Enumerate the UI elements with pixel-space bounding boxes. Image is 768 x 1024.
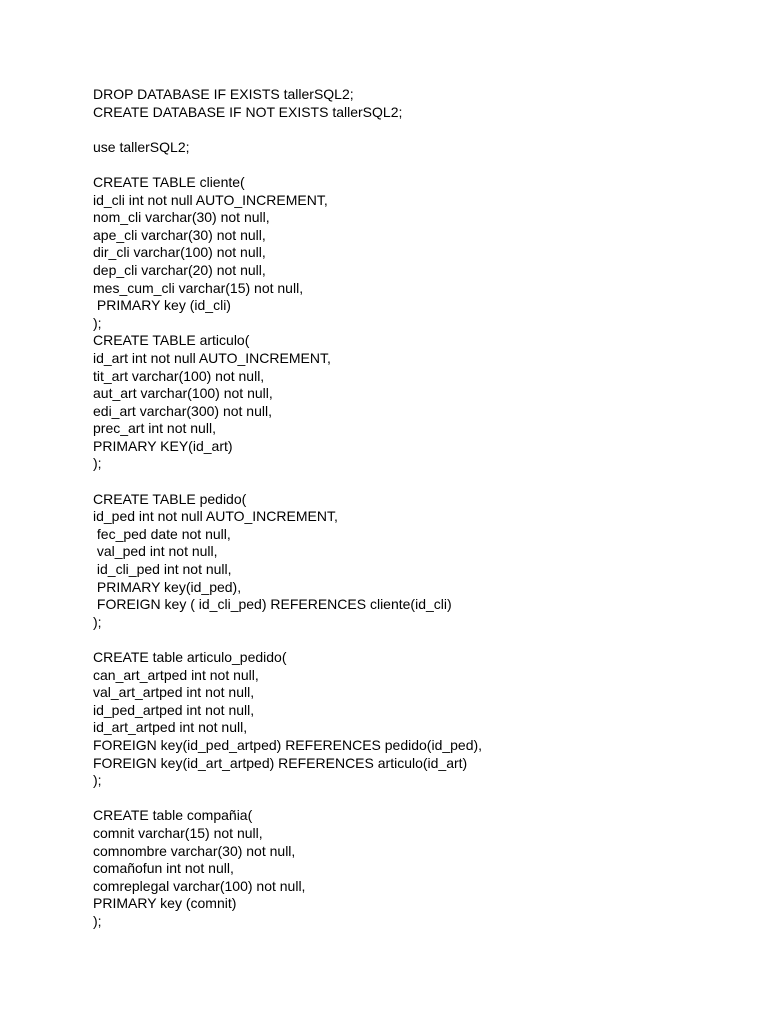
code-line: CREATE table articulo_pedido( — [93, 649, 287, 665]
code-line: nom_cli varchar(30) not null, — [93, 209, 270, 226]
code-line: id_cli_ped int not null, — [93, 561, 232, 578]
code-line: ); — [93, 314, 102, 331]
code-line: dep_cli varchar(20) not null, — [93, 261, 266, 278]
code-line: comreplegal varchar(100) not null, — [93, 877, 306, 894]
code-line: id_art_artped int not null, — [93, 719, 248, 736]
blank-line — [93, 631, 482, 649]
code-line: PRIMARY key (comnit) — [93, 895, 237, 912]
blank-line — [93, 121, 482, 139]
code-line: CREATE table compañia( — [93, 807, 253, 824]
code-line: PRIMARY KEY(id_art) — [93, 437, 233, 454]
code-line: prec_art int not null, — [93, 420, 216, 437]
code-line: dir_cli varchar(100) not null, — [93, 244, 266, 261]
code-line: use tallerSQL2; — [93, 138, 190, 155]
code-line: comnit varchar(15) not null, — [93, 824, 263, 841]
code-line: can_art_artped int not null, — [93, 666, 259, 683]
code-line: comañofun int not null, — [93, 860, 234, 877]
code-line: fec_ped date not null, — [93, 525, 231, 542]
blank-line — [93, 473, 482, 491]
code-line: CREATE DATABASE IF NOT EXISTS tallerSQL2; — [93, 103, 403, 120]
blank-line — [93, 790, 482, 808]
code-line: val_art_artped int not null, — [93, 684, 255, 701]
code-line: id_ped int not null AUTO_INCREMENT, — [93, 508, 338, 525]
code-line: FOREIGN key(id_ped_artped) REFERENCES pedido(id_ped), — [93, 736, 483, 753]
code-line: id_art int not null AUTO_INCREMENT, — [93, 349, 331, 366]
code-line: id_ped_artped int not null, — [93, 701, 255, 718]
code-line: PRIMARY key (id_cli) — [93, 297, 231, 314]
code-line: ); — [93, 613, 102, 630]
code-line: mes_cum_cli varchar(15) not null, — [93, 279, 304, 296]
code-line: ); — [93, 772, 102, 789]
code-line: DROP DATABASE IF EXISTS tallerSQL2; — [93, 86, 354, 102]
code-line: FOREIGN key(id_art_artped) REFERENCES articulo(id_art) — [93, 754, 468, 771]
code-line: id_cli int not null AUTO_INCREMENT, — [93, 191, 328, 208]
code-line: PRIMARY key(id_ped), — [93, 578, 242, 595]
code-line: comnombre varchar(30) not null, — [93, 842, 296, 859]
code-line: ape_cli varchar(30) not null, — [93, 226, 266, 243]
code-line: val_ped int not null, — [93, 543, 218, 560]
blank-line — [93, 156, 482, 174]
code-line: CREATE TABLE cliente( — [93, 173, 245, 190]
code-line: ); — [93, 912, 102, 929]
code-line: CREATE TABLE articulo( — [93, 332, 250, 349]
code-line: ); — [93, 455, 102, 472]
code-line: aut_art varchar(100) not null, — [93, 385, 273, 402]
sql-code-block — [93, 86, 482, 931]
code-line: edi_art varchar(300) not null, — [93, 402, 272, 419]
code-line: tit_art varchar(100) not null, — [93, 367, 265, 384]
code-line: CREATE TABLE pedido( — [93, 490, 247, 507]
code-line: FOREIGN key ( id_cli_ped) REFERENCES cliente(id_cli) — [93, 596, 452, 613]
